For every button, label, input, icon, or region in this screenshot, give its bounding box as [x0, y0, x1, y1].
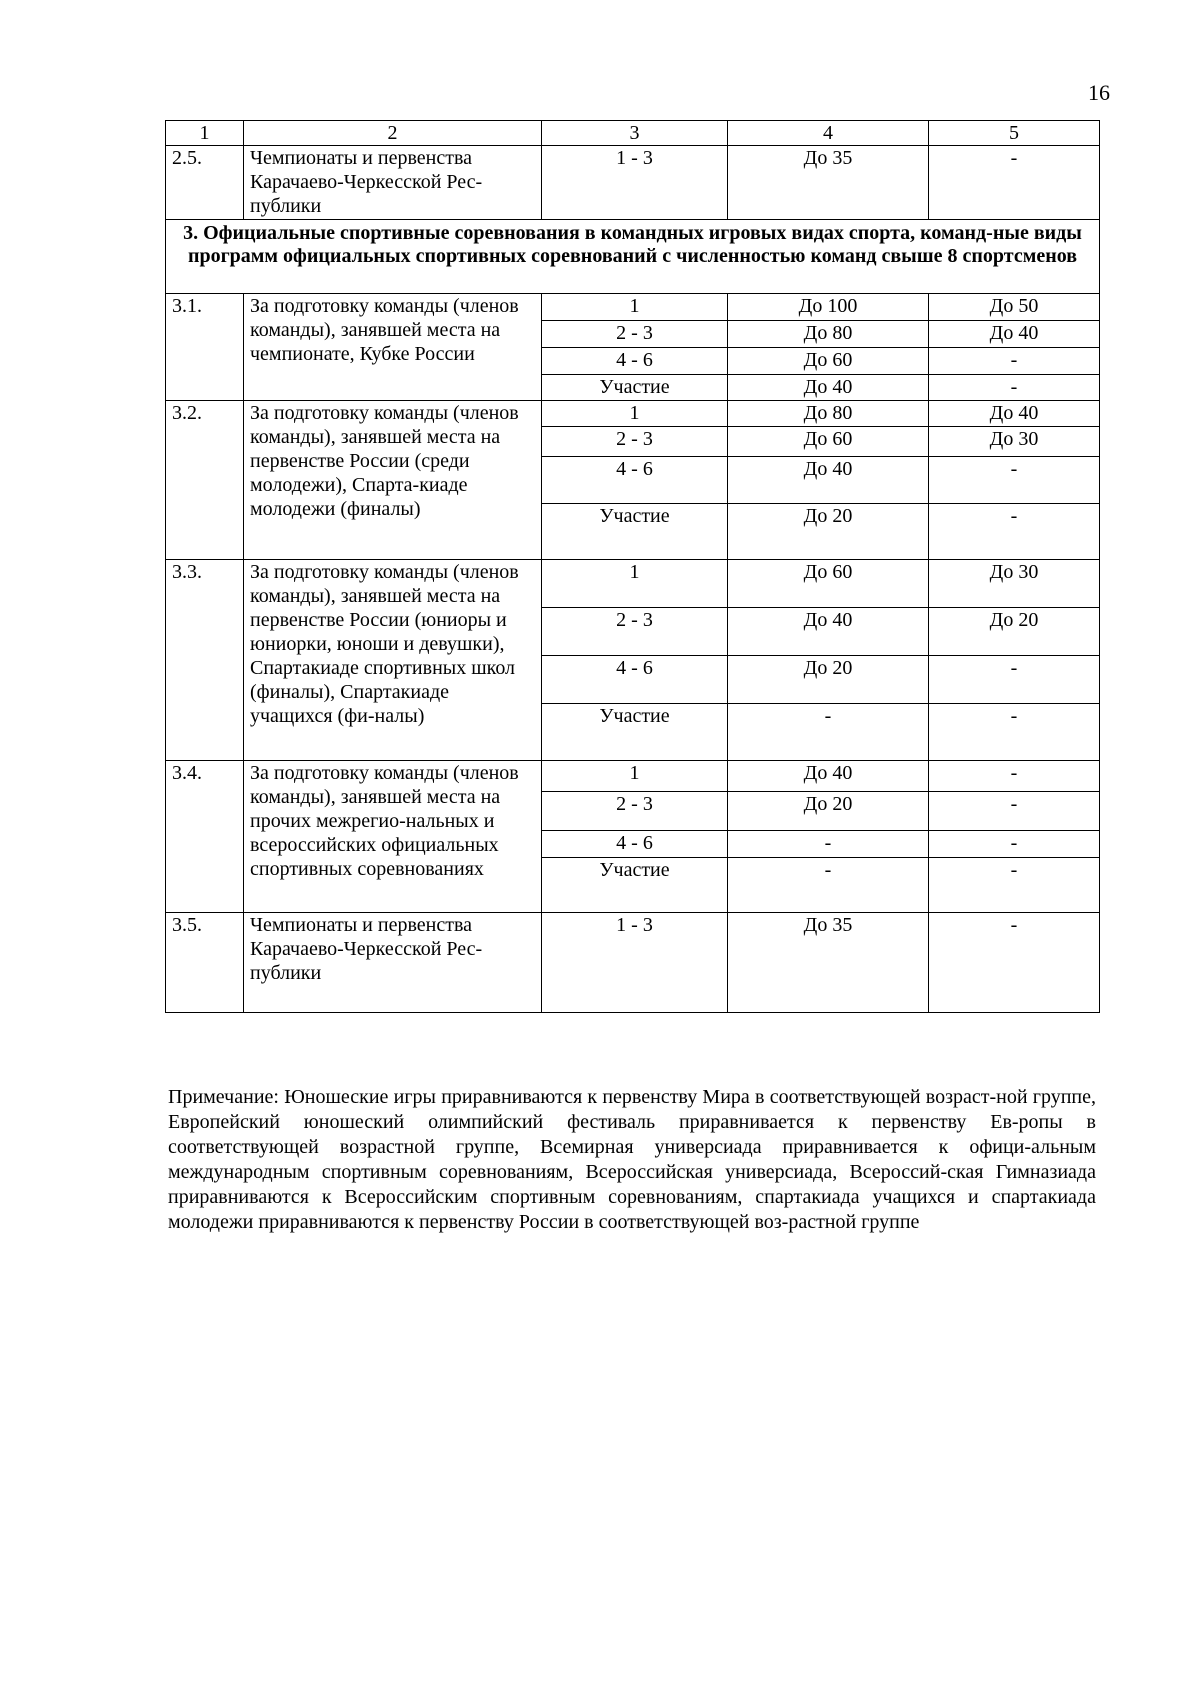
col4-cell: До 80 — [728, 401, 929, 427]
col4-cell: До 60 — [728, 560, 929, 608]
place-cell: Участие — [542, 375, 728, 401]
group-description: За подготовку команды (членов команды), занявшей места на первенстве России (среди молодежи), Спарта-киаде молодежи (финалы) — [244, 401, 542, 560]
col5-cell: - — [929, 704, 1100, 761]
group-number: 3.3. — [166, 560, 244, 761]
header-col-2: 2 — [244, 121, 542, 146]
row-number: 3.5. — [166, 913, 244, 1013]
group-number: 3.4. — [166, 761, 244, 913]
col5-cell: - — [929, 348, 1100, 375]
header-col-4: 4 — [728, 121, 929, 146]
col5-cell: До 20 — [929, 608, 1100, 656]
group-number: 3.2. — [166, 401, 244, 560]
table-row — [166, 401, 1100, 427]
row-number: 2.5. — [166, 146, 244, 220]
place-cell: 4 - 6 — [542, 656, 728, 704]
col5-cell: - — [929, 457, 1100, 504]
table-row-3-5 — [166, 913, 1100, 1013]
row-place: 1 - 3 — [542, 913, 728, 1013]
col4-cell: До 20 — [728, 656, 929, 704]
col4-cell: До 80 — [728, 321, 929, 348]
col5-cell: - — [929, 375, 1100, 401]
place-cell: 2 - 3 — [542, 427, 728, 457]
header-col-5: 5 — [929, 121, 1100, 146]
row-description: Чемпионаты и первенства Карачаево-Черкесской Рес-публики — [244, 146, 542, 220]
place-cell: 1 — [542, 401, 728, 427]
col5-cell: До 30 — [929, 560, 1100, 608]
col4-cell: До 60 — [728, 348, 929, 375]
col5-cell: - — [929, 656, 1100, 704]
col5-cell: - — [929, 504, 1100, 560]
table-row — [166, 560, 1100, 608]
footnote: Примечание: Юношеские игры приравниваются к первенству Мира в соответствующей возраст-ной группе, Европейский юношеский олимпийский фестиваль приравнивается к первенству Ев-ропы в соответствующей возрастной группе, Всемирная универсиада приравнивается к офици-альным международным спортивным соревнованиям, Всероссийская универсиада, Всероссий-ская Гимназиада приравниваются к Всероссийским спортивным соревнованиям, спартакиада учащихся и спартакиада молодежи приравниваются к первенству России в соответствующей воз-растной группе — [168, 1086, 1096, 1233]
col4-cell: До 40 — [728, 608, 929, 656]
col4-cell: До 40 — [728, 761, 929, 792]
col5-cell: - — [929, 792, 1100, 831]
col5-cell: До 40 — [929, 321, 1100, 348]
table-header-row — [166, 121, 1100, 146]
row-col4: До 35 — [728, 146, 929, 220]
place-cell: Участие — [542, 704, 728, 761]
group-description: За подготовку команды (членов команды), занявшей места на чемпионате, Кубке России — [244, 294, 542, 401]
place-cell: 1 — [542, 560, 728, 608]
col5-cell: До 50 — [929, 294, 1100, 321]
col5-cell: - — [929, 858, 1100, 913]
table-row — [166, 761, 1100, 792]
row-col5: - — [929, 146, 1100, 220]
col4-cell: До 100 — [728, 294, 929, 321]
col4-cell: До 20 — [728, 792, 929, 831]
col4-cell: - — [728, 858, 929, 913]
place-cell: 4 - 6 — [542, 348, 728, 375]
section-3-title: 3. Официальные спортивные соревнования в командных игровых видах спорта, команд-ные виды программ официальных спортивных соревнований с численностью команд свыше 8 спортсменов — [166, 220, 1100, 294]
row-place: 1 - 3 — [542, 146, 728, 220]
col4-cell: До 40 — [728, 375, 929, 401]
place-cell: 4 - 6 — [542, 831, 728, 858]
header-col-1: 1 — [166, 121, 244, 146]
place-cell: 4 - 6 — [542, 457, 728, 504]
table-row — [166, 294, 1100, 321]
col4-cell: До 60 — [728, 427, 929, 457]
group-number: 3.1. — [166, 294, 244, 401]
header-col-3: 3 — [542, 121, 728, 146]
col5-cell: До 30 — [929, 427, 1100, 457]
place-cell: 1 — [542, 761, 728, 792]
place-cell: 2 - 3 — [542, 608, 728, 656]
col4-cell: - — [728, 831, 929, 858]
place-cell: 2 - 3 — [542, 321, 728, 348]
col4-cell: До 40 — [728, 457, 929, 504]
row-col5: - — [929, 913, 1100, 1013]
col4-cell: До 20 — [728, 504, 929, 560]
place-cell: Участие — [542, 504, 728, 560]
row-col4: До 35 — [728, 913, 929, 1013]
page-number: 16 — [1088, 80, 1110, 105]
section-3-header-row — [166, 220, 1100, 294]
col5-cell: - — [929, 831, 1100, 858]
place-cell: 1 — [542, 294, 728, 321]
group-description: За подготовку команды (членов команды), занявшей места на первенстве России (юниоры и юниорки, юноши и девушки), Спартакиаде спортивных школ (финалы), Спартакиаде учащихся (фи-налы) — [244, 560, 542, 761]
col4-cell: - — [728, 704, 929, 761]
place-cell: 2 - 3 — [542, 792, 728, 831]
col5-cell: До 40 — [929, 401, 1100, 427]
awards-table — [165, 120, 1100, 1013]
col5-cell: - — [929, 761, 1100, 792]
table-row-2-5 — [166, 146, 1100, 220]
group-description: За подготовку команды (членов команды), занявшей места на прочих межрегио-нальных и всероссийских официальных спортивных соревнованиях — [244, 761, 542, 913]
row-description: Чемпионаты и первенства Карачаево-Черкесской Рес-публики — [244, 913, 542, 1013]
place-cell: Участие — [542, 858, 728, 913]
